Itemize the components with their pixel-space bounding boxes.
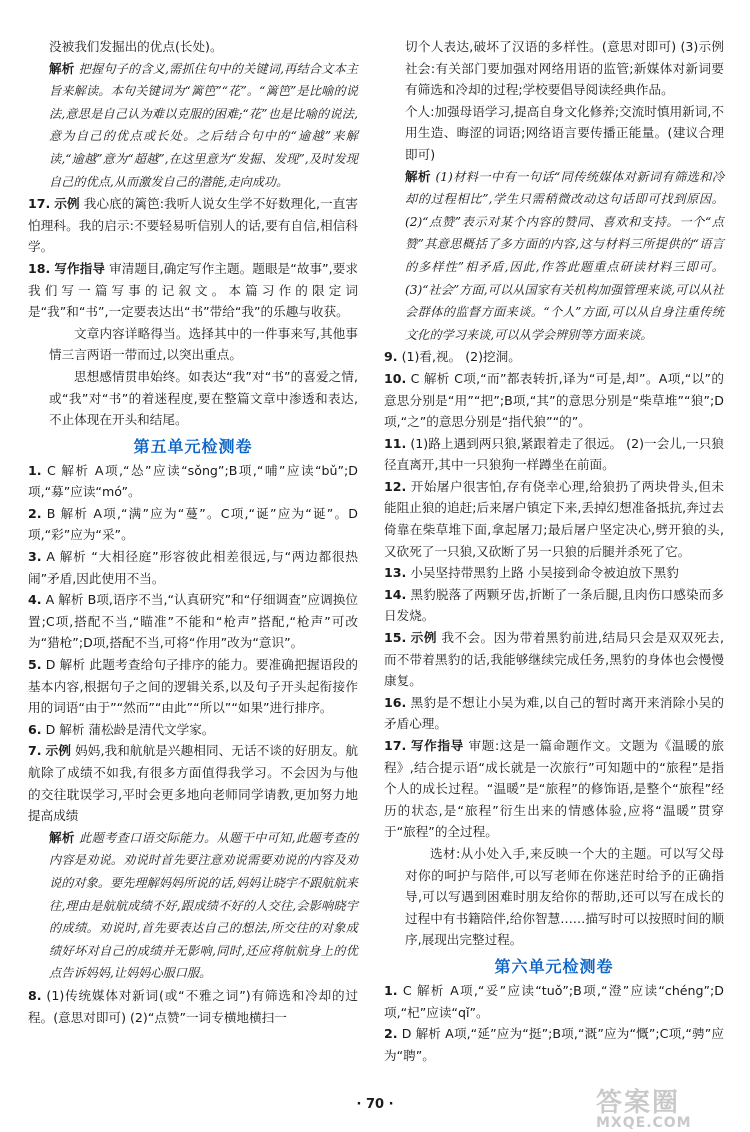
watermark-url: MXQE.COM bbox=[596, 1115, 692, 1131]
analysis-text: (1)材料一中有一句话“同传统媒体对新词有筛选和冷却的过程相比”,学生只需稍微改动这句话即可找到原因。(2)“点赞”表示对某个内容的赞同、喜欢和支持。一个“点赞”其意思概括了多方面的内容,这与材料三所提供的“语言的多样性”相矛盾,因此,作答此题重点研读材料三即可。(3)“社会”方面,可以从国家有关机构加强管理来谈,可以从社会群体的监督方面来谈。“个人”方面,可以从自身注重传统文化的学习来谈,可以从学会辨别等方面来谈。 bbox=[405, 169, 725, 342]
example-label: 示例 bbox=[410, 630, 437, 646]
answer-1 bbox=[28, 460, 358, 503]
answer-14 bbox=[384, 584, 724, 627]
example-label: 示例 bbox=[45, 743, 72, 759]
answer-text: (1)路上遇到两只狼,紧跟着走了很远。 (2)一会儿,一只狼径直离开,其中一只狼狗一样蹲坐在前面。 bbox=[384, 435, 724, 473]
answer-text: 妈妈,我和航航是兴趣相同、无话不谈的好朋友。航航除了成绩不如我,有很多方面值得我学习。不会因为与他的交往耽误学习,平时会更多地向老师同学请教,更加努力地提高成绩 bbox=[28, 743, 358, 824]
left-column bbox=[28, 36, 358, 1028]
answer-8 bbox=[28, 985, 358, 1028]
analysis-text: 把握句子的含义,需抓住句中的关键词,再结合文本主旨来解读。本句关键词为“篱笆”“花”。“篱笆”是比喻的说法,意思是自己认为难以克服的困难;“花”也是比喻的说法,意为自己的优点或长处。之后结合句中的“逾越”来解读,“逾越”意为“超越”,在这里意为“发掘、发现”,及时发现自己的优点,从而激发自己的潜能,走向成功。 bbox=[49, 61, 358, 189]
answer-text: C 解析 C项,“而”都表转折,译为“可是,却”。A项,“以”的意思分别是“用”“把”;B项,“其”的意思分别是“柴草堆”“狼”;D项,“之”的意思分别是“指代狼”“的”。 bbox=[384, 370, 724, 430]
answer-text: B 解析 A项,“满”应为“蔓”。C项,“诞”应为“诞”。D项,“彩”应为“采”。 bbox=[28, 505, 358, 543]
question-number: 3. bbox=[28, 549, 42, 565]
paragraph: 思想感情贯串始终。如表达“我”对“书”的喜爱之情,或“我”对“书”的着迷程度,要在整篇文章中渗透和表达,不止体现在开头和结尾。 bbox=[49, 368, 358, 428]
question-number: 2. bbox=[28, 505, 42, 521]
answer-15 bbox=[384, 627, 724, 692]
question-number: 4. bbox=[28, 592, 42, 608]
question-number: 5. bbox=[28, 657, 42, 673]
answer-2 bbox=[28, 503, 358, 546]
paragraph: 个人:加强母语学习,提高自身文化修养;交流时慎用新词,不用生造、晦涩的词语;网络语言要传播正能量。(建议合理即可) bbox=[405, 103, 724, 162]
answer-5 bbox=[28, 654, 358, 719]
answer-text: D 解析 此题考查给句子排序的能力。要准确把握语段的基本内容,根据句子之间的逻辑关系,以及句子开头起衔接作用的词语“由于”“然而”“由此”“所以”“如果”进行排序。 bbox=[28, 657, 358, 716]
answer-text: (1)看,视。 (2)挖洞。 bbox=[401, 349, 521, 365]
answer-16 bbox=[384, 692, 724, 735]
writing-guide-label: 写作指导 bbox=[54, 260, 105, 276]
answer-9 bbox=[384, 346, 724, 368]
question-number: 6. bbox=[28, 721, 42, 737]
right-column bbox=[384, 36, 724, 1066]
answer-text: A 解析 “大相径庭”形容彼此相差很远,与“两边都很热闹”矛盾,因此使用不当。 bbox=[28, 549, 358, 586]
watermark-logo bbox=[596, 1082, 746, 1130]
answer-text: 黑豹是不想让小吴为难,以自己的暂时离开来消除小吴的矛盾心理。 bbox=[384, 694, 724, 732]
question-number: 14. bbox=[384, 586, 407, 602]
writing-guide-label: 写作指导 bbox=[410, 738, 464, 753]
analysis-label: 解析 bbox=[405, 168, 432, 184]
answer-text: 我心底的篱笆:我听人说女生学不好数理化,一直害怕理科。我的启示:不要轻易听信别人的话,要有自信,相信科学。 bbox=[28, 196, 358, 255]
answer-7 bbox=[28, 740, 358, 826]
section-title-unit6: 第六单元检测卷 bbox=[494, 956, 614, 976]
answer-text: C 解析 A项,“妥”应读“tuǒ”;B项,“澄”应读“chéng”;D项,“杞”应读“qǐ”。 bbox=[384, 982, 724, 1020]
answer-text: D 解析 A项,“延”应为“挺”;B项,“溉”应为“慨”;C项,“骋”应为“聘”。 bbox=[384, 1026, 724, 1063]
analysis bbox=[28, 58, 358, 194]
answer-17 bbox=[28, 193, 358, 258]
answer-4 bbox=[28, 589, 358, 654]
question-number: 7. bbox=[28, 743, 42, 759]
question-number: 15. bbox=[384, 630, 407, 646]
answer-12 bbox=[384, 476, 724, 562]
answer-13 bbox=[384, 562, 724, 584]
question-number: 17. bbox=[384, 738, 407, 753]
answer-text: 审题:这是一篇命题作文。文题为《温暖的旅程》,结合提示语“成长就是一次旅行”可知题中的“旅程”是指个人的成长过程。“温暖”是“旅程”的修饰语,是整个“旅程”经历的状态,是“旅程”衍生出来的情感体验,应将“温暖”贯穿于“旅程”的全过程。 bbox=[384, 738, 724, 840]
page-number: · 70 · bbox=[356, 1097, 394, 1112]
answer-2 bbox=[384, 1023, 724, 1066]
question-number: 18. bbox=[28, 260, 51, 276]
answer-17 bbox=[384, 735, 724, 843]
answer-1 bbox=[384, 980, 724, 1023]
answer-11 bbox=[384, 433, 724, 476]
paragraph: 选材:从小处入手,来反映一个大的主题。可以写父母对你的呵护与陪伴,可以写老师在你迷茫时给予的正确指导,可以写遇到困难时朋友给你的帮助,还可以写在成长的过程中有书籍陪伴,给你智慧……描写时可以按照时间的顺序,展现出完整过程。 bbox=[405, 845, 724, 948]
paragraph: 没被我们发掘出的优点(长处)。 bbox=[49, 39, 223, 54]
section-title-unit5: 第五单元检测卷 bbox=[133, 436, 253, 456]
answer-text: 小吴坚持带黑豹上路 小吴接到命令被迫放下黑豹 bbox=[410, 565, 679, 581]
answer-text: 开始屠户很害怕,存有侥幸心理,给狼扔了两块骨头,但未能阻止狼的追赶;后来屠户镇定下来,丢掉幻想准备抵抗,奔过去倚靠在柴草堆下面,拿起屠刀;最后屠户坚定决心,劈开狼的头,又砍死了一只狼,又砍断了另一只狼的后腿并杀死了它。 bbox=[384, 478, 724, 559]
answer-text: 黑豹脱落了两颗牙齿,折断了一条后腿,且肉伤口感染而多日发烧。 bbox=[384, 586, 724, 624]
question-number: 13. bbox=[384, 565, 407, 581]
question-number: 1. bbox=[384, 982, 398, 998]
watermark-text: 答案圈 bbox=[596, 1088, 681, 1118]
answer-10 bbox=[384, 368, 724, 433]
answer-text: 我不会。因为带着黑豹前进,结局只会是双双死去,而不带着黑豹的话,我能够继续完成任务,黑豹的身体也会慢慢康复。 bbox=[384, 630, 724, 689]
question-number: 9. bbox=[384, 349, 398, 365]
example-label: 示例 bbox=[54, 196, 80, 212]
answer-text: 审清题目,确定写作主题。题眼是“故事”,要求我们写一篇写事的记叙文。本篇习作的限定词是“我”和“书”,一定要表达出“书”带给“我”的乐趣与收获。 bbox=[28, 260, 358, 320]
analysis-label: 解析 bbox=[49, 60, 75, 76]
analysis-label: 解析 bbox=[49, 829, 75, 845]
answer-6 bbox=[28, 719, 358, 741]
question-number: 17. bbox=[28, 196, 51, 212]
answer-18 bbox=[28, 258, 358, 323]
question-number: 8. bbox=[28, 987, 42, 1003]
question-number: 16. bbox=[384, 694, 407, 710]
answer-text: C 解析 A项,“怂”应读“sǒng”;B项,“哺”应读“bǔ”;D项,“募”应读“mó”。 bbox=[28, 462, 358, 500]
paragraph: 文章内容详略得当。选择其中的一件事来写,其他事情三言两语一带而过,以突出重点。 bbox=[49, 325, 358, 363]
question-number: 12. bbox=[384, 478, 407, 494]
analysis bbox=[28, 827, 358, 985]
answer-3 bbox=[28, 546, 358, 589]
paragraph: 切个人表达,破坏了汉语的多样性。(意思对即可) (3)示例 社会:有关部门要加强对网络用语的监管;新媒体对新词要有筛选和冷却的过程;学校要倡导阅读经典作品。 bbox=[405, 39, 724, 98]
question-number: 1. bbox=[28, 462, 42, 478]
answer-text: A 解析 B项,语序不当,“认真研究”和“仔细调查”应调换位置;C项,搭配不当,“瞄准”不能和“枪声”搭配,“枪声”可改为“猎枪”;D项,搭配不当,可将“作用”改为“意识”。 bbox=[28, 592, 358, 651]
answer-text: (1)传统媒体对新词(或“不雅之词”)有筛选和冷却的过程。(意思对即可) (2)“点赞”一词专横地横扫一 bbox=[28, 987, 358, 1025]
question-number: 10. bbox=[384, 370, 407, 386]
question-number: 2. bbox=[384, 1026, 398, 1042]
question-number: 11. bbox=[384, 435, 407, 451]
answer-text: D 解析 蒲松龄是清代文学家。 bbox=[45, 721, 215, 737]
analysis bbox=[384, 166, 724, 347]
analysis-text: 此题考查口语交际能力。从题干中可知,此题考查的内容是劝说。劝说时首先要注意劝说需要劝说的内容及劝说的对象。要先理解妈妈所说的话,妈妈让晓宇不跟航航来往,理由是航航成绩不好,跟成绩不好的人交往,会影响晓宇的成绩。劝说时,首先要表达自己的想法,所交往的对象成绩好坏对自己的成绩并无影响,同时,还应将航航身上的优点告诉妈妈,让妈妈心服口服。 bbox=[49, 830, 359, 981]
